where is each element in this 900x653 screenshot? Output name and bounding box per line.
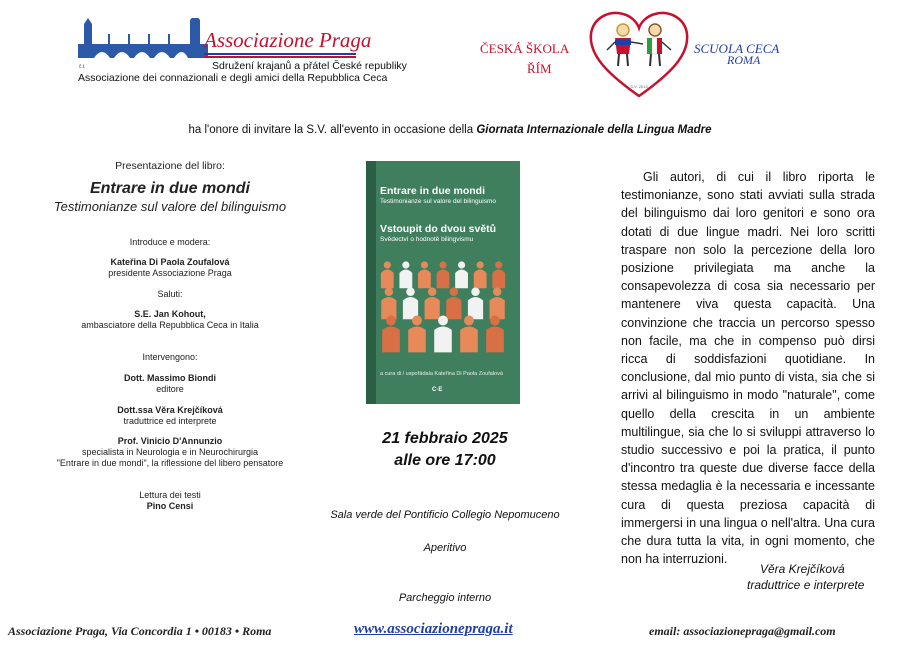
reading-label: Lettura dei testi (139, 490, 201, 500)
intro-label: Introduce e modera: (129, 237, 211, 247)
association-czech-subtitle: Sdružení krajanů a přátel České republiky (212, 60, 407, 72)
invitation-text: ha l'onore di invitare la S.V. all'evento in occasione della (188, 124, 477, 136)
greetings-label: Saluti: (157, 289, 183, 299)
book-cover (366, 161, 520, 404)
quote-author-role: traduttrice e interprete (747, 578, 865, 592)
cover-person-figure (381, 287, 396, 319)
event-date: 21 febbraio 2025 (382, 430, 508, 447)
cover-spine-stripe (366, 161, 376, 404)
invitation-highlight: Giornata Internazionale della Lingua Madre (476, 124, 712, 136)
speakers-label: Intervengono: (142, 352, 198, 362)
cover-person-figure (468, 287, 483, 319)
heart-tag-text: S.V. 2013 (630, 84, 648, 89)
footer-address: Associazione Praga, Via Concordia 1 • 00183 • Roma (8, 624, 272, 638)
speaker-3-talk: "Entrare in due mondi", la riflessione del libero pensatore (56, 458, 284, 468)
cover-person-figure (490, 287, 505, 319)
heart-children-logo (585, 8, 693, 100)
book-title: Entrare in due mondi (89, 180, 250, 197)
logo-tag: č.t. (79, 64, 86, 70)
cover-person-figure (403, 287, 418, 319)
speaker-3-role: specialista in Neurologia e in Neurochirurgia (81, 447, 259, 457)
quote-author: Věra Krejčíková (760, 562, 845, 576)
cover-person-figure (486, 316, 504, 353)
people-crowd-illustration (378, 253, 508, 363)
cover-subtitle-czech: Svědectví o hodnotě bilingvismu (380, 236, 474, 243)
book-subtitle: Testimonianze sul valore del bilinguismo (53, 199, 287, 214)
speaker-2-role: traduttrice ed interprete (123, 416, 217, 426)
speaker-1-role: editore (156, 384, 184, 394)
school-czech-name: ČESKÁ ŠKOLA (480, 41, 570, 56)
school-czech-city: ŘÍM (527, 61, 552, 76)
cover-person-figure (434, 316, 452, 353)
cover-subtitle-italian: Testimonianze sul valore del bilinguismo (380, 198, 496, 205)
footer-website-link[interactable]: www.associazionepraga.it (354, 621, 513, 637)
reader-name: Pino Censi (146, 501, 194, 511)
speaker-1-name: Dott. Massimo Biondi (124, 373, 216, 383)
footer-email: email: associazionepraga@gmail.com (649, 624, 836, 638)
event-parking: Parcheggio interno (398, 592, 492, 604)
cover-person-figure (408, 316, 426, 353)
cover-title-italian: Entrare in due mondi (380, 185, 486, 197)
ambassador-name: S.E. Jan Kohout, (134, 309, 206, 319)
cover-title-czech: Vstoupit do dvou světů (380, 223, 497, 235)
event-time: alle ore 17:00 (394, 452, 496, 469)
cover-person-figure (418, 261, 431, 288)
cover-person-figure (437, 261, 450, 288)
cover-person-figure (446, 287, 461, 319)
event-venue: Sala verde del Pontificio Collegio Nepomuceno (330, 509, 560, 521)
school-italian-name: SCUOLA CECA (694, 41, 780, 56)
association-italian-subtitle: Associazione dei connazionali e degli amici della Repubblica Ceca (78, 72, 388, 84)
ambassador-role: ambasciatore della Repubblica Ceca in Italia (81, 320, 259, 330)
invitation-line (0, 124, 900, 136)
association-name: Associazione Praga (204, 28, 372, 52)
event-aperitivo: Aperitivo (423, 542, 467, 554)
school-italian-city: ROMA (727, 53, 761, 67)
publisher-logo: C·E (432, 387, 443, 393)
cover-person-figure (399, 261, 412, 288)
cover-person-figure (381, 261, 394, 288)
speaker-3-name: Prof. Vinicio D'Annunzio (117, 436, 223, 446)
cover-credit: a cura di / uspořádala Kateřina Di Paola Zoufalová (380, 371, 503, 377)
moderator-name: Kateřina Di Paola Zoufalová (110, 257, 230, 267)
cover-person-figure (492, 261, 505, 288)
cover-person-figure (474, 261, 487, 288)
flag-stripes (204, 53, 356, 59)
cover-person-figure (460, 316, 478, 353)
charles-bridge-logo (78, 18, 208, 64)
speaker-2-name: Dott.ssa Věra Krejčíková (117, 405, 223, 415)
book-quote: Gli autori, di cui il libro riporta le testimonianze, sono stati avviati sulla strada del bilinguismo dai loro genitori e sono ora dotati di due lingue madri. Nei loro scritti traspare non solo la percezione della loro posizione privilegiata ma anche la consapevolezza di cosa sia necessario per mantenere viva questa capacità. Una convinzione che traccia un percorso spesso non facile, ma che in compenso può dirsi ricca di soddisfazioni quotidiane. In conclusione, dal mio punto di vista, sia che si arrivi al bilinguismo in modo "naturale", come quello della crescita in un ambiente multilingue, sia che lo si sviluppi attraverso lo studio successivo e poi la pratica, il punto d'incontro tra queste due diverse facce della stessa medaglia è la necessaria e incessante cura di questa preziosa capacità di immergersi in una lingua o nell'altra. Una cura che dura tutta la vita, in ogni momento, che non ha interruzioni. (621, 170, 875, 567)
moderator-role: presidente Associazione Praga (108, 268, 232, 278)
cover-person-figure (425, 287, 440, 319)
presentation-label: Presentazione del libro: (115, 160, 225, 172)
cover-person-figure (382, 316, 400, 353)
cover-person-figure (455, 261, 468, 288)
